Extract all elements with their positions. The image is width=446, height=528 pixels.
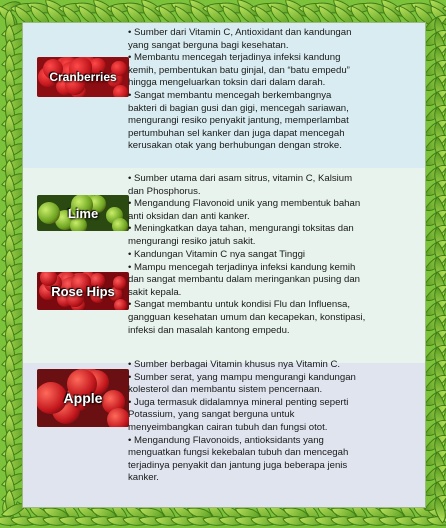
fruit-shape	[112, 218, 129, 231]
apple-text	[128, 359, 418, 485]
description-line: menguatkan fungsi kekebalan tubuh dan mencegah	[128, 447, 349, 459]
info-panel	[22, 22, 426, 508]
lime-image	[37, 195, 129, 231]
description-line: • Meningkatkan daya tahan, mengurangi toksitas dan	[128, 223, 354, 235]
description-line: • Sumber serat, yang mampu mengurangi kandungan	[128, 371, 356, 383]
apple-image	[37, 369, 129, 427]
description-line: • Sangat membantu untuk kondisi Flu dan Influensa,	[128, 299, 351, 311]
description-line: kolesterol dan membantu sistem pencernaan.	[128, 384, 323, 396]
cranberries-image	[37, 57, 129, 97]
description-line: mengurangi resiko jatuh sakit.	[128, 235, 256, 247]
fruit-shape	[37, 382, 67, 414]
description-line: • Mengandung Flavonoids, antioksidants yang	[128, 434, 324, 446]
cranberries-text	[128, 27, 418, 153]
fruit-shape	[38, 202, 61, 225]
description-line: kemih, pembentukan batu ginjal, dan “batu empedu”	[128, 64, 350, 76]
fruit-shape	[113, 85, 128, 97]
description-line: • Juga termasuk didalamnya mineral penting seperti	[128, 396, 349, 408]
description-line: dan Phosphorus.	[128, 185, 201, 197]
description-line: gangguan kesehatan umum dan kecapekan, konstipasi,	[128, 311, 366, 323]
description-line: • Kandungan Vitamin C nya sangat Tinggi	[128, 249, 306, 260]
description-line: • Sumber berbagai Vitamin khusus nya Vitamin C.	[128, 359, 341, 370]
description-line: mengurangi resiko penyakit jantung, memperlambat	[128, 115, 349, 127]
description-line: anti oksidan dan anti kanker.	[128, 210, 250, 222]
description-line: dan sangat membantu dalam meringankan pusing dan	[128, 274, 361, 286]
description-line: bakteri di bagian gusi dan gigi, mencegah sariawan,	[128, 102, 349, 114]
description-line: hingga mengeluarkan toksin dari dalam darah.	[128, 77, 326, 89]
description-line: • Sangat membantu mencegah berkembangnya	[128, 89, 332, 101]
description-line: Potassium, yang sangat berguna untuk	[128, 409, 295, 421]
description-line: • Sumber dari Vitamin C, Antioxidant dan kandungan	[128, 27, 352, 38]
lime-label: Lime	[67, 205, 99, 221]
description-line: menyeimbangkan cairan tubuh dan fungsi otot.	[128, 421, 328, 433]
description-line: infeksi dan masalah kantong empedu.	[128, 324, 290, 336]
description-line: yang sangat berguna bagi kesehatan.	[128, 39, 289, 51]
description-line: kerusakan otak yang berhubungan dengan stroke.	[128, 140, 342, 152]
cranberries-label: Cranberries	[49, 70, 117, 84]
description-line: • Mengandung Flavonoid unik yang membentuk bahan	[128, 198, 361, 210]
description-line: pertumbuhan sel kanker dan juga dapat mencegah	[128, 127, 345, 139]
rosehips-image	[37, 272, 129, 310]
apple-label: Apple	[63, 390, 103, 406]
description-line: kanker.	[128, 472, 159, 484]
rosehips-label: Rose Hips	[51, 283, 115, 299]
fruit-shape	[114, 299, 127, 310]
description-line: terjadinya penyakit dan jantung juga beberapa jenis	[128, 459, 348, 471]
description-line: • Mampu mencegah terjadinya infeksi kandung kemih	[128, 261, 356, 273]
description-line: • Sumber utama dari asam sitrus, vitamin C, Kalsium	[128, 173, 353, 184]
description-line: • Membantu mencegah terjadinya infeksi kandung	[128, 52, 341, 64]
rosehips-text	[128, 249, 418, 337]
fruit-shape	[107, 408, 129, 427]
description-line: sakit kepala.	[128, 286, 182, 298]
lime-text	[128, 173, 418, 249]
